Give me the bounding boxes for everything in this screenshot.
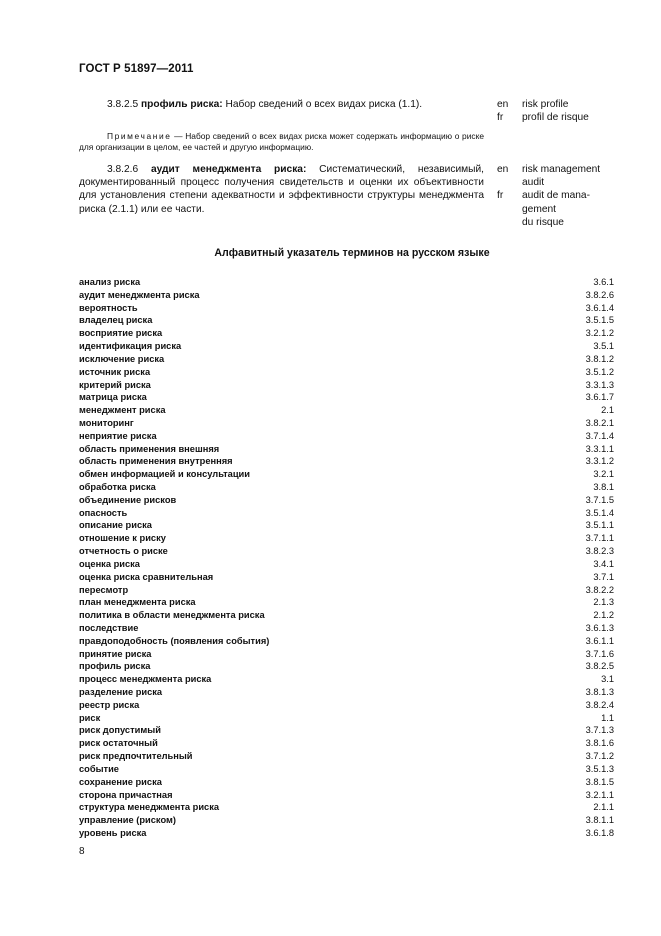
foreign-term: profil de risque [522,112,589,124]
index-code: 1.1 [601,712,614,723]
index-row [79,404,614,417]
index-term: риск предпочтительный [79,751,193,762]
index-row [79,750,614,763]
index-term: оценка риска сравнительная [79,571,214,582]
index-term: оценка риска [79,558,140,569]
entry-number: 3.8.2.6 [107,164,139,175]
index-code: 3.5.1 [593,341,614,352]
index-row [79,584,614,597]
index-term: менеджмент риска [79,405,166,416]
index-row [79,776,614,789]
index-code: 3.7.1.2 [585,751,614,762]
note-text: — Набор сведений о всех видах риска может содержать информацию о риске для организации в целом, ее частей и другую информацию. [79,131,484,152]
index-code: 3.8.2.2 [585,584,614,595]
index-code: 3.2.1.1 [585,789,614,800]
page-number: 8 [79,846,85,857]
index-row [79,648,614,661]
term-index [79,276,614,840]
index-term: разделение риска [79,687,163,697]
index-row [79,596,614,609]
index-title: Алфавитный указатель терминов на русском языке [214,247,490,259]
index-code: 3.7.1.3 [585,725,614,736]
index-code: 3.7.1.6 [585,648,614,659]
index-term: обработка риска [79,482,156,492]
index-term: правдоподобность (появления события) [79,635,270,646]
index-term: матрица риска [79,392,147,403]
note [79,131,484,153]
index-term: вероятность [79,302,138,313]
index-row [79,763,614,776]
index-row [79,327,614,340]
index-row [79,314,614,327]
index-code: 3.6.1.1 [585,635,614,646]
index-code: 3.7.1.1 [585,533,614,544]
index-term: принятие риска [79,648,152,659]
entry-definition: Набор сведений о всех видах риска (1.1). [225,99,423,110]
index-code: 2.1.2 [593,610,614,621]
index-term: последствие [79,622,139,633]
foreign-term: audit [522,177,545,189]
index-term: неприятие риска [79,430,157,441]
index-code: 3.5.1.1 [585,520,614,531]
index-term: уровень риска [79,827,147,838]
entry-term: профиль риска: [141,99,223,110]
index-row [79,545,614,558]
index-row [79,481,614,494]
index-term: критерий риска [79,379,151,390]
index-code: 3.3.1.3 [585,379,614,390]
index-code: 3.6.1.7 [585,392,614,403]
term-entry [79,163,484,216]
index-code: 3.6.1 [593,277,614,287]
index-term: область применения внешняя [79,443,220,454]
note-label: Примечание [107,131,172,141]
index-term: аудит менеджмента риска [79,289,200,300]
index-code: 3.8.2.5 [585,661,614,672]
index-row [79,353,614,366]
index-row [79,558,614,571]
index-term: восприятие риска [79,328,163,339]
foreign-terms [522,163,622,229]
index-row [79,686,614,699]
index-code: 3.3.1.1 [585,443,614,454]
index-row [79,814,614,827]
index-row [79,801,614,814]
index-code: 3.6.1.4 [585,302,614,313]
index-code: 3.5.1.3 [585,763,614,774]
index-row [79,366,614,379]
index-code: 3.2.1.2 [585,328,614,339]
index-code: 2.1.1 [593,802,614,813]
lang-code: en [497,164,509,175]
index-code: 3.7.1 [593,571,614,582]
index-code: 3.8.2.1 [585,417,614,428]
index-term: отчетность о риске [79,546,168,557]
term-entry [79,98,484,111]
index-row [79,660,614,673]
index-row [79,827,614,840]
index-term: событие [79,763,119,774]
index-term: идентификация риска [79,341,182,352]
index-code: 3.4.1 [593,558,614,569]
index-code: 3.2.1 [593,469,614,480]
index-term: область применения внутренняя [79,456,233,467]
index-row [79,532,614,545]
index-code: 3.7.1.5 [585,494,614,505]
index-row [79,724,614,737]
index-row [79,737,614,750]
index-row [79,430,614,443]
index-code: 3.8.1.6 [585,738,614,749]
index-code: 3.8.1.1 [585,815,614,826]
index-term: политика в области менеджмента риска [79,610,265,621]
index-code: 3.8.2.3 [585,546,614,557]
index-term: реестр риска [79,699,140,710]
index-row [79,571,614,584]
index-term: риск остаточный [79,738,158,749]
foreign-term: du risque [522,216,564,228]
index-term: сторона причастная [79,789,173,800]
lang-codes [497,98,515,124]
index-code: 3.5.1.4 [585,507,614,518]
index-row [79,289,614,302]
index-row [79,494,614,507]
index-code: 3.6.1.3 [585,622,614,633]
foreign-term: gement [522,203,556,215]
foreign-term: risk management [522,164,601,175]
document-title: ГОСТ Р 51897—2011 [79,63,194,75]
lang-codes [497,163,515,203]
index-term: мониторинг [79,417,134,428]
index-row [79,622,614,635]
index-row [79,507,614,520]
index-code: 3.1 [601,674,614,685]
index-code: 2.1.3 [593,597,614,608]
index-code: 3.5.1.2 [585,366,614,377]
index-term: риск допустимый [79,725,161,736]
index-term: исключение риска [79,353,165,364]
index-code: 3.5.1.5 [585,315,614,326]
lang-code: en [497,99,509,110]
index-term: структура менеджмента риска [79,802,220,813]
index-term: процесс менеджмента риска [79,674,212,685]
index-row [79,789,614,802]
index-code: 3.8.2.4 [585,699,614,710]
index-term: объединение рисков [79,494,177,505]
index-row [79,609,614,622]
index-term: сохранение риска [79,776,162,787]
foreign-term: audit de mana- [522,190,590,202]
index-term: риск [79,712,101,723]
index-row [79,468,614,481]
index-code: 3.3.1.2 [585,456,614,467]
index-row [79,443,614,456]
index-code: 3.8.2.6 [585,289,614,300]
index-code: 3.8.1.3 [585,687,614,697]
index-row [79,519,614,532]
index-term: план менеджмента риска [79,597,196,608]
index-row [79,379,614,392]
index-row [79,391,614,404]
index-row [79,276,614,289]
index-term: источник риска [79,366,151,377]
index-row [79,635,614,648]
foreign-terms [522,98,622,124]
foreign-term: risk profile [522,99,569,110]
index-code: 3.7.1.4 [585,430,614,441]
index-term: отношение к риску [79,533,166,544]
entry-number: 3.8.2.5 [107,99,139,110]
index-row [79,340,614,353]
index-term: пересмотр [79,584,129,595]
index-term: описание риска [79,520,152,531]
lang-code: fr [497,112,504,124]
index-row [79,712,614,725]
index-row [79,673,614,686]
index-row [79,302,614,315]
lang-code: fr [497,190,504,202]
index-code: 3.6.1.8 [585,827,614,838]
index-term: профиль риска [79,661,151,672]
entry-term: аудит менеджмента риска: [150,164,307,175]
index-term: опасность [79,507,128,518]
index-code: 3.8.1.5 [585,776,614,787]
index-term: анализ риска [79,277,141,287]
index-row [79,699,614,712]
index-row [79,455,614,468]
index-term: управление (риском) [79,815,176,826]
entry-definition: Систематический, независимый, документированный процесс получения свидетельств и оценки их объективности для установления степени адекватности и эффективности структуры менеджмента риска (2.1.1) или ее части. [79,164,484,215]
index-code: 2.1 [601,405,614,416]
index-term: обмен информацией и консультации [79,469,250,480]
index-code: 3.8.1 [593,482,614,492]
index-term: владелец риска [79,315,153,326]
index-row [79,417,614,430]
index-code: 3.8.1.2 [585,353,614,364]
